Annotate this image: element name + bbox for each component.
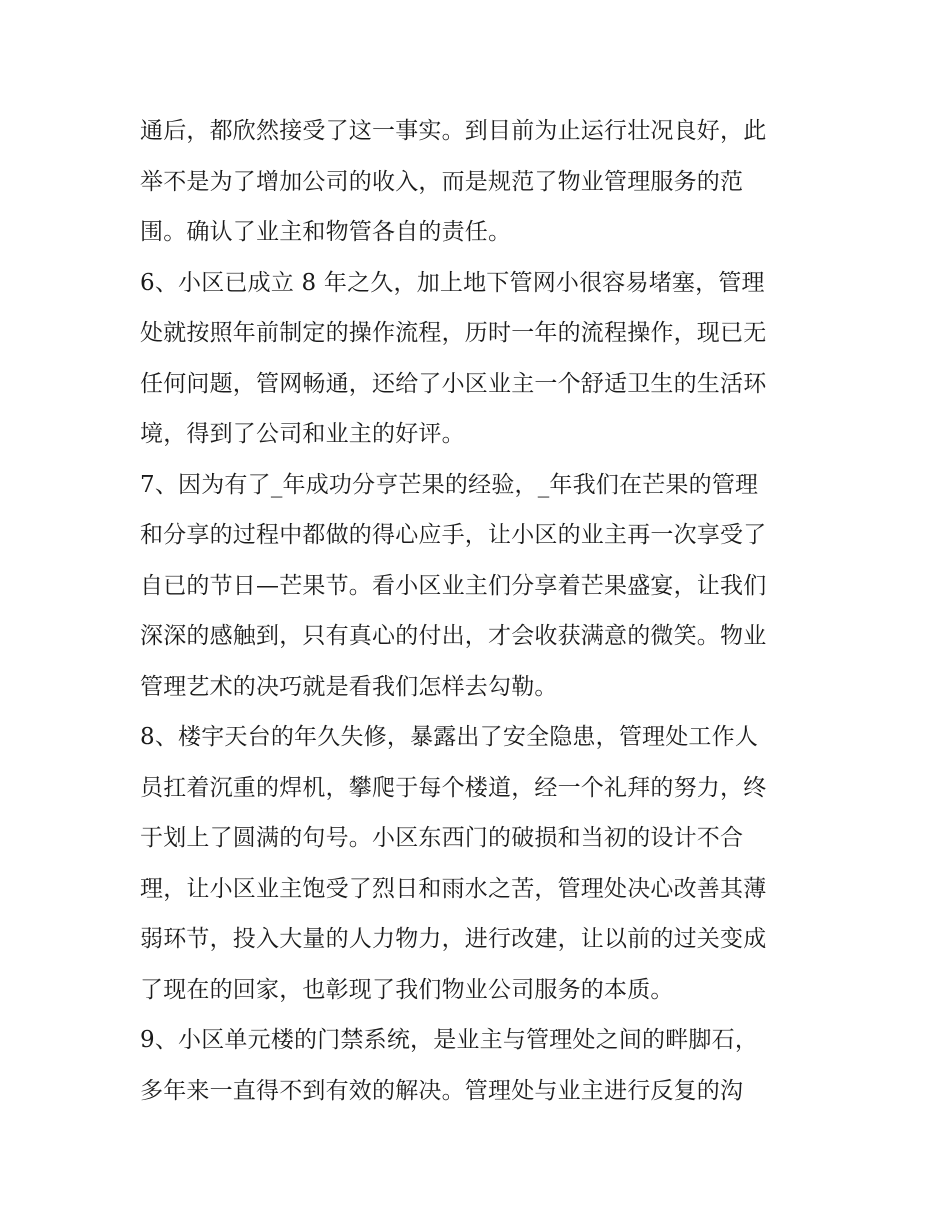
document-body bbox=[140, 106, 812, 1116]
text-line: 围。确认了业主和物管各自的责任。 bbox=[140, 219, 512, 245]
text-line: 管理艺术的决巧就是看我们怎样去勾勒。 bbox=[140, 673, 558, 700]
text-line: 9、小区单元楼的门禁系统，是业主与管理处之间的畔脚石， bbox=[140, 1027, 759, 1053]
text-line: 于划上了圆满的句号。小区东西门的破损和当初的设计不合 bbox=[140, 825, 744, 851]
text-line: 了现在的回家，也彰现了我们物业公司服务的本质。 bbox=[140, 976, 674, 1003]
text-line: 员扛着沉重的焊机，攀爬于每个楼道，经一个礼拜的努力，终 bbox=[140, 774, 767, 801]
text-line: 举不是为了增加公司的收入，而是规范了物业管理服务的范 bbox=[140, 168, 744, 195]
text-line: 8、楼宇天台的年久失修，暴露出了安全隐患，管理处工作人 bbox=[140, 724, 759, 750]
text-line: 和分享的过程中都做的得心应手，让小区的业主再一次享受了 bbox=[140, 522, 767, 548]
text-line: 自已的节日—芒果节。看小区业主们分享着芒果盛宴，让我们 bbox=[140, 572, 767, 599]
text-line: 理，让小区业主饱受了烈日和雨水之苦，管理处决心改善其薄 bbox=[140, 875, 767, 902]
text-line: 多年来一直得不到有效的解决。管理处与业主进行反复的沟 bbox=[140, 1077, 744, 1104]
text-line: 深深的感触到，只有真心的付出，才会收获满意的微笑。物业 bbox=[140, 623, 767, 649]
text-line: 境，得到了公司和业主的好评。 bbox=[140, 421, 465, 447]
text-line: 通后，都欣然接受了这一事实。到目前为止运行壮况良好，此 bbox=[140, 118, 767, 144]
text-line: 7、因为有了_年成功分亨芒果的经验，_年我们在芒果的管理 bbox=[140, 471, 759, 498]
text-line: 弱环节，投入大量的人力物力，进行改建，让以前的过关变成 bbox=[140, 926, 767, 952]
text-line: 处就按照年前制定的操作流程，历时一年的流程操作，现已无 bbox=[140, 320, 767, 346]
text-line: 任何问题，管网畅通，还给了小区业主一个舒适卫生的生活环 bbox=[140, 370, 767, 397]
text-line: 6、小区已成立 8 年之久，加上地下管网小很容易堵塞，管理 bbox=[140, 269, 765, 296]
